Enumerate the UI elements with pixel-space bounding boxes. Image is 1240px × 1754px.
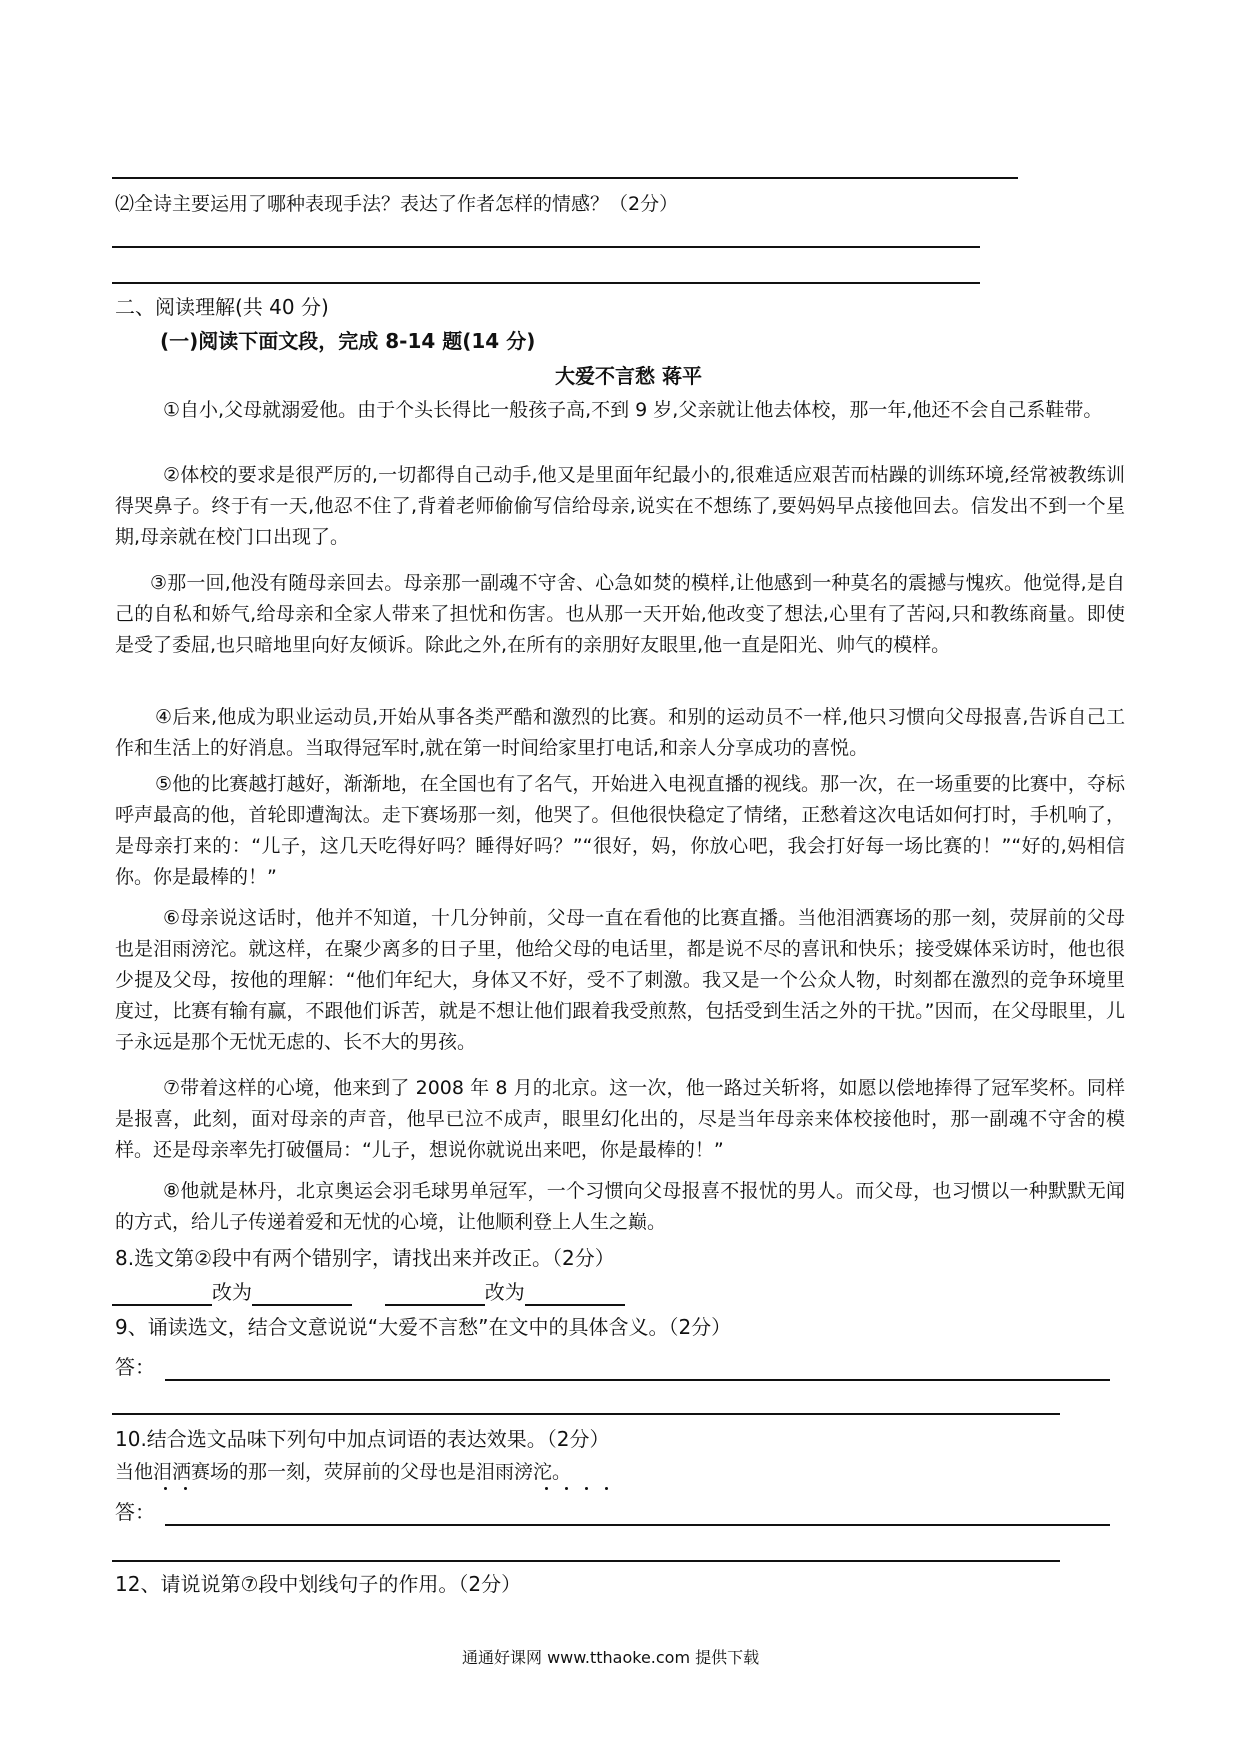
answer-line[interactable] <box>112 1413 1060 1415</box>
emphasis-dot <box>184 1487 187 1490</box>
answer-blank[interactable] <box>252 1284 352 1306</box>
emphasis-dot <box>605 1487 608 1490</box>
article-paragraph-5: ⑤他的比赛越打越好，渐渐地，在全国也有了名气，开始进入电视直播的视线。那一次，在一场重要的比赛中，夺标呼声最高的他，首轮即遭淘汰。走下赛场那一刻，他哭了。但他很快稳定了情绪，正愁着这次电话如何打时，手机响了，是母亲打来的：“儿子，这几天吃得好吗？睡得好吗？”“很好，妈，你放心吧，我会打好每一场比赛的！”“好的,妈相信你。你是最棒的！” <box>115 773 1125 888</box>
answer-blank[interactable] <box>385 1284 485 1306</box>
article-paragraph-2: ②体校的要求是很严厉的,一切都得自己动手,他又是里面年纪最小的,很难适应艰苦而枯躁的训练环境,经常被教练训得哭鼻子。终于有一天,他忍不住了,背着老师偷偷写信给母亲,说实在不想练了,要妈妈早点接他回去。信发出不到一个星期,母亲就在校门口出现了。 <box>115 464 1125 548</box>
question-12: 12、请说说第⑦段中划线句子的作用。（2分） <box>115 1572 522 1596</box>
question-10: 10.结合选文品味下列句中加点词语的表达效果。（2分） <box>115 1427 610 1451</box>
footer-text: 通通好课网 www.tthaoke.com 提供下载 <box>462 1648 760 1667</box>
answer-blank[interactable] <box>525 1284 625 1306</box>
article-paragraph-6: ⑥母亲说这话时，他并不知道，十几分钟前，父母一直在看他的比赛直播。当他泪洒赛场的那一刻，荧屏前的父母也是泪雨滂沱。就这样，在聚少离多的日子里，他给父母的电话里，都是说不尽的喜讯和快乐；接受媒体采访时，他也很少提及父母，按他的理解：“他们年纪大，身体又不好，受不了刺激。我又是一个公众人物，时刻都在激烈的竞争环境里度过，比赛有输有赢，不跟他们诉苦，就是不想让他们跟着我受煎熬，包括受到生活之外的干扰。”因而，在父母眼里，儿子永远是那个无忧无虑的、长不大的男孩。 <box>115 907 1125 1053</box>
emphasis-dot <box>585 1487 588 1490</box>
answer-label: 答： <box>115 1500 155 1524</box>
answer-line[interactable] <box>165 1379 1110 1381</box>
emphasis-dot <box>545 1487 548 1490</box>
article-paragraph-3: ③那一回,他没有随母亲回去。母亲那一副魂不守舍、心急如焚的模样,让他感到一种莫名的震撼与愧疚。他觉得,是自己的自私和娇气,给母亲和全家人带来了担忧和伤害。也从那一天开始,他改变了想法,心里有了苦闷,只和教练商量。即使是受了委屈,也只暗地里向好友倾诉。除此之外,在所有的亲朋好友眼里,他一直是阳光、帅气的模样。 <box>115 572 1125 656</box>
question-9: 9、诵读选文，结合文意说说“大爱不言愁”在文中的具体含义。（2分） <box>115 1315 732 1339</box>
section-subtitle: (一)阅读下面文段，完成 8-14 题(14 分) <box>160 329 536 353</box>
article-paragraph-7: ⑦带着这样的心境，他来到了 2008 年 8 月的北京。这一次，他一路过关斩将，如愿以偿地捧得了冠军奖杯。同样是报喜，此刻，面对母亲的声音，他早已泣不成声，眼里幻化出的，尽是当年母亲来体校接他时，那一副魂不守舍的模样。还是母亲率先打破僵局：“儿子，想说你就说出来吧，你是最棒的！” <box>115 1077 1125 1161</box>
article-paragraph-8: ⑧他就是林丹，北京奥运会羽毛球男单冠军，一个习惯向父母报喜不报忧的男人。而父母，也习惯以一种默默无闻的方式，给儿子传递着爱和无忧的心境，让他顺利登上人生之巅。 <box>115 1180 1125 1233</box>
question-7-2: ⑵全诗主要运用了哪种表现手法？表达了作者怎样的情感？（2分） <box>115 193 679 215</box>
article-title: 大爱不言愁 蒋平 <box>555 364 702 388</box>
emphasis-dot <box>565 1487 568 1490</box>
emphasis-dot <box>164 1487 167 1490</box>
article-paragraph-1: ①自小,父母就溺爱他。由于个头长得比一般孩子高,不到 9 岁,父亲就让他去体校，那一年,他还不会自己系鞋带。 <box>163 399 1103 421</box>
section-title: 二、阅读理解(共 40 分) <box>115 295 329 319</box>
article-paragraph-4: ④后来,他成为职业运动员,开始从事各类严酷和激烈的比赛。和别的运动员不一样,他只习惯向父母报喜,告诉自己工作和生活上的好消息。当取得冠军时,就在第一时间给家里打电话,和亲人分享成功的喜悦。 <box>115 706 1125 759</box>
answer-line[interactable] <box>165 1524 1110 1526</box>
answer-line[interactable] <box>112 1560 1060 1562</box>
answer-blank[interactable] <box>112 1284 212 1306</box>
answer-line <box>112 246 980 248</box>
answer-label: 答： <box>115 1355 155 1379</box>
answer-line <box>112 177 1018 179</box>
answer-line <box>112 282 980 284</box>
question-8: 8.选文第②段中有两个错别字，请找出来并改正。（2分） <box>115 1246 615 1270</box>
question-10-sentence: 当他泪洒赛场的那一刻，荧屏前的父母也是泪雨滂沱。 <box>115 1461 572 1483</box>
question-8-answer: 改为 改为 <box>112 1278 625 1306</box>
